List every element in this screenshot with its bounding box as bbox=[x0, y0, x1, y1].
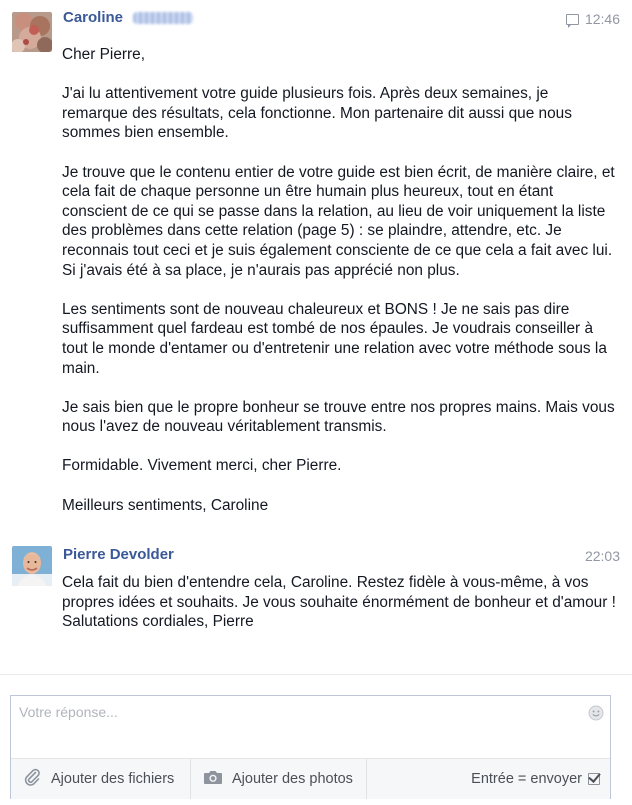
smiley-icon[interactable] bbox=[588, 705, 604, 721]
sender-name[interactable]: Caroline bbox=[63, 9, 124, 26]
reply-composer bbox=[10, 695, 611, 799]
reply-input[interactable] bbox=[11, 696, 610, 758]
enter-to-send-toggle[interactable] bbox=[471, 759, 600, 799]
message-paragraph: Meilleurs sentiments, Caroline bbox=[62, 496, 269, 514]
chat-bubble-icon bbox=[566, 14, 579, 25]
add-photos-button[interactable] bbox=[203, 759, 353, 799]
composer-toolbar bbox=[11, 758, 610, 799]
message-paragraph: Les sentiments sont de nouveau chaleureux et BONS ! Je ne sais pas dire suffisamment quel fardeau est tombé de nos épaules. Je voudrais conseiller à tout le monde d'entamer ou d'entretenir une relation avec votre méthode sous la main. bbox=[62, 300, 607, 377]
sender-name[interactable]: Pierre Devolder bbox=[63, 546, 174, 563]
checkbox-checked-icon[interactable] bbox=[588, 773, 600, 785]
message-paragraph: J'ai lu attentivement votre guide plusieurs fois. Après deux semaines, je remarque des résultats, cela fonctionne. Mon partenaire dit aussi que nous sommes bien ensemble. bbox=[62, 85, 572, 142]
add-photos-label: Ajouter des photos bbox=[232, 771, 353, 787]
add-files-label: Ajouter des fichiers bbox=[51, 771, 175, 787]
toolbar-divider bbox=[366, 759, 367, 799]
avatar[interactable] bbox=[12, 12, 52, 52]
avatar[interactable] bbox=[12, 546, 52, 586]
enter-send-label: Entrée = envoyer bbox=[471, 771, 582, 787]
message-timestamp bbox=[566, 10, 620, 28]
message-timestamp bbox=[585, 547, 620, 565]
timestamp-text: 12:46 bbox=[584, 11, 620, 27]
message-body bbox=[62, 573, 618, 632]
composer-separator bbox=[0, 674, 632, 675]
add-files-button[interactable] bbox=[24, 759, 174, 799]
camera-icon bbox=[203, 769, 223, 789]
message-body bbox=[62, 45, 618, 515]
message-paragraph: Cela fait du bien d'entendre cela, Caroline. Restez fidèle à vous-même, à vos propres idées et souhaits. Je vous souhaite énormément de bonheur et d'amour ! Salutations cordiales, Pierre bbox=[62, 574, 616, 631]
message-paragraph: Formidable. Vivement merci, cher Pierre. bbox=[62, 457, 342, 475]
avatar-image bbox=[12, 12, 52, 52]
redacted-surname bbox=[133, 12, 193, 24]
message-paragraph: Cher Pierre, bbox=[62, 46, 145, 63]
toolbar-divider bbox=[190, 759, 191, 799]
message-paragraph: Je trouve que le contenu entier de votre guide est bien écrit, de manière claire, et cela fait de chaque personne un être humain plus heureux, tout en étant conscient de ce qui se passe dans la relation, au lieu de voir uniquement la liste des problèmes dans cette relation (page 5) : se plaindre, attendre, etc. Je reconnais tout ceci et je suis également consciente de ce que cela a fait avec lui. Si j'avais été à sa place, je n'aurais pas apprécié non plus. bbox=[62, 163, 615, 279]
avatar-image bbox=[12, 546, 52, 586]
timestamp-text: 22:03 bbox=[584, 548, 620, 564]
paperclip-icon bbox=[24, 768, 42, 790]
message-paragraph: Je sais bien que le propre bonheur se trouve entre nos propres mains. Mais vous nous l'avez de nouveau véritablement transmis. bbox=[62, 398, 615, 436]
